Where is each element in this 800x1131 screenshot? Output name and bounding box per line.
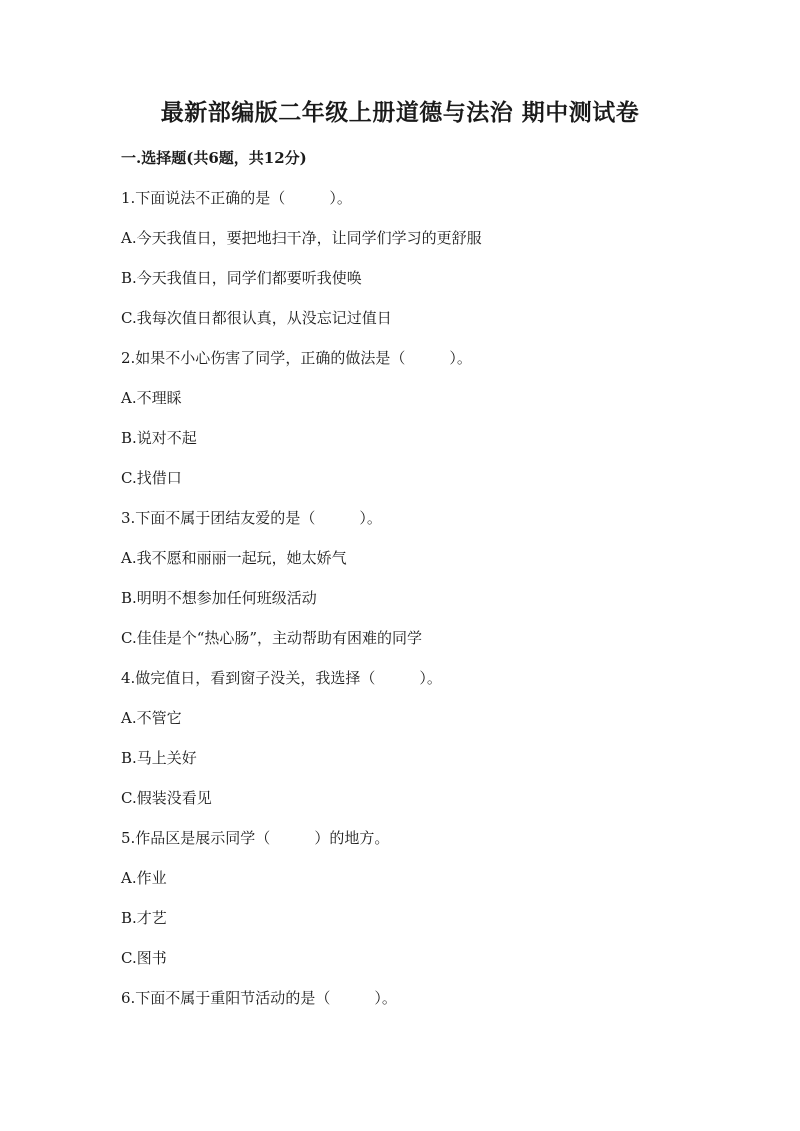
stem-text: ）。 (449, 349, 472, 367)
stem-text: 5.作品区是展示同学（ (121, 829, 271, 847)
stem-text: ）。 (329, 189, 352, 207)
stem-text: 6.下面不属于重阳节活动的是（ (121, 989, 331, 1007)
question-stem (121, 345, 721, 385)
question-list (121, 185, 721, 1025)
option-a: A.不理睬 (121, 389, 182, 407)
option-a: A.作业 (121, 869, 167, 887)
question-stem (121, 985, 721, 1025)
option-c: C.假装没看见 (121, 789, 212, 807)
option-a: A.我不愿和丽丽一起玩，她太娇气 (121, 549, 347, 567)
option-c: C.图书 (121, 949, 167, 967)
question-stem (121, 825, 721, 865)
option-b: B.说对不起 (121, 429, 197, 447)
option-b: B.才艺 (121, 909, 167, 927)
question-stem (121, 665, 721, 705)
stem-text: 2.如果不小心伤害了同学，正确的做法是（ (121, 349, 406, 367)
stem-text: 1.下面说法不正确的是（ (121, 189, 286, 207)
option-b: B.明明不想参加任何班级活动 (121, 589, 317, 607)
stem-text: 3.下面不属于团结友爱的是（ (121, 509, 316, 527)
option-c: C.找借口 (121, 469, 182, 487)
option-b: B.今天我值日，同学们都要听我使唤 (121, 269, 362, 287)
stem-text: ）。 (419, 669, 442, 687)
option-a: A.不管它 (121, 709, 182, 727)
section-heading: 一.选择题(共6题，共12分) (121, 149, 307, 167)
stem-text: ）。 (374, 989, 397, 1007)
option-c: C.佳佳是个“热心肠”，主动帮助有困难的同学 (121, 629, 423, 647)
stem-text: ）的地方。 (314, 829, 390, 847)
question-stem (121, 505, 721, 545)
option-a: A.今天我值日，要把地扫干净，让同学们学习的更舒服 (121, 229, 482, 247)
question-stem (121, 185, 721, 225)
option-b: B.马上关好 (121, 749, 197, 767)
option-c: C.我每次值日都很认真，从没忘记过值日 (121, 309, 392, 327)
exam-title: 最新部编版二年级上册道德与法治 期中测试卷 (160, 99, 640, 126)
stem-text: 4.做完值日，看到窗子没关，我选择（ (121, 669, 376, 687)
stem-text: ）。 (359, 509, 382, 527)
